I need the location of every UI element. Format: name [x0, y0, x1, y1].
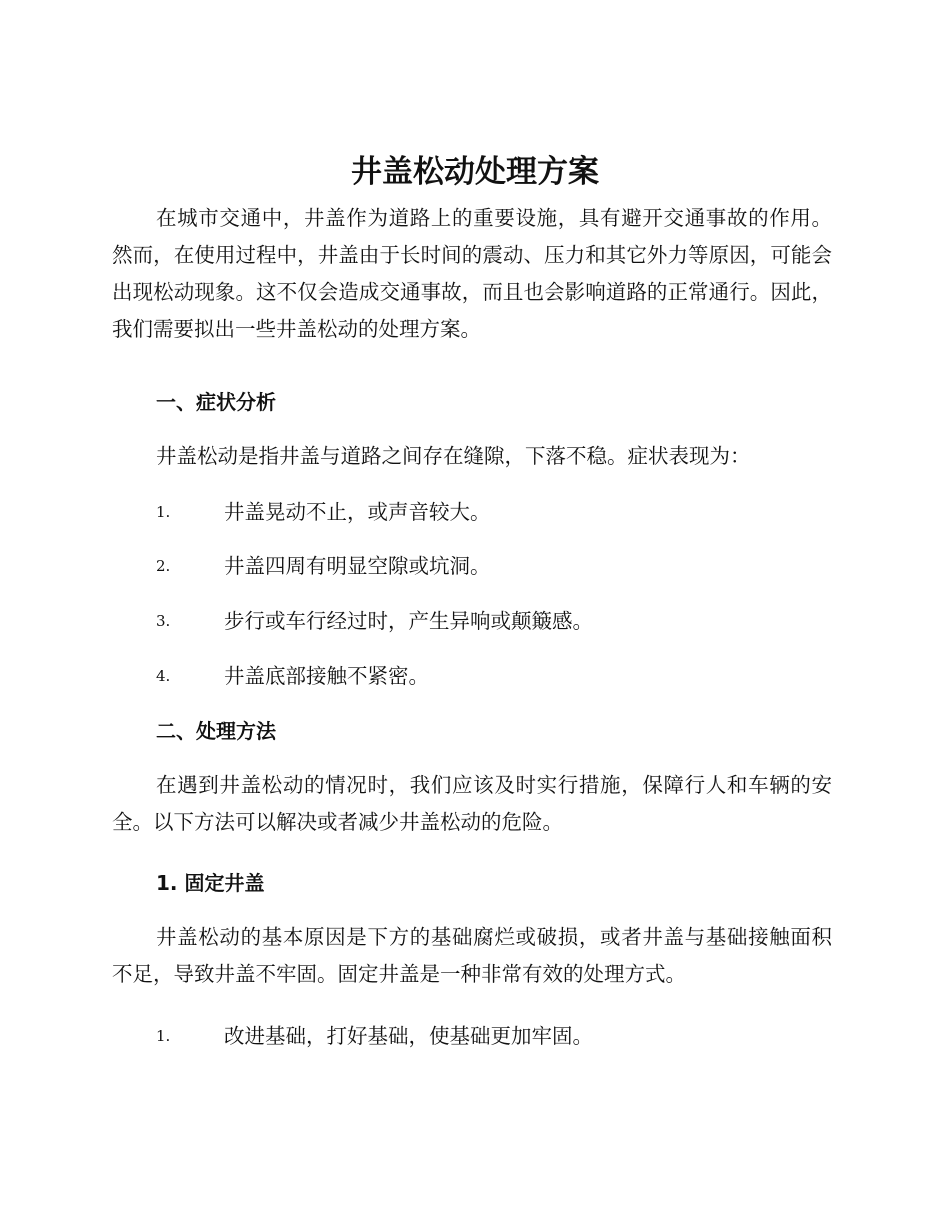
list-text: 步行或车行经过时，产生异响或颠簸感。 [224, 609, 593, 633]
list-number: 4. [156, 667, 171, 685]
list-text: 改进基础，打好基础，使基础更加牢固。 [224, 1024, 593, 1048]
symptoms-lead: 井盖松动是指井盖与道路之间存在缝隙，下落不稳。症状表现为： [156, 444, 751, 468]
methods-lead-paragraph: 在遇到井盖松动的情况时，我们应该及时实行措施，保障行人和车辆的安全。以下方法可以解决或者减少井盖松动的危险。 [112, 773, 832, 834]
fix-cover-paragraph: 井盖松动的基本原因是下方的基础腐烂或破损，或者井盖与基础接触面积不足，导致井盖不牢固。固定井盖是一种非常有效的处理方式。 [112, 925, 832, 986]
list-text: 井盖四周有明显空隙或坑洞。 [224, 554, 491, 578]
list-number: 1. [156, 503, 171, 521]
subsection-heading-fix-cover: 1. 固定井盖 [156, 871, 265, 895]
list-number: 3. [156, 612, 171, 630]
list-number: 1. [156, 1027, 171, 1045]
intro-paragraph: 在城市交通中，井盖作为道路上的重要设施，具有避开交通事故的作用。然而，在使用过程中，井盖由于长时间的震动、压力和其它外力等原因，可能会出现松动现象。这不仅会造成交通事故，而且也会影响道路的正常通行。因此，我们需要拟出一些井盖松动的处理方案。 [112, 206, 832, 341]
list-number: 2. [156, 557, 171, 575]
list-item [156, 606, 836, 636]
section-heading-methods: 二、处理方法 [156, 719, 276, 743]
section-heading-symptoms: 一、症状分析 [156, 390, 276, 414]
list-item [156, 1021, 836, 1051]
list-text: 井盖晃动不止，或声音较大。 [224, 500, 491, 524]
list-item [156, 661, 836, 691]
list-item [156, 551, 836, 581]
document-title: 井盖松动处理方案 [351, 154, 599, 190]
list-text: 井盖底部接触不紧密。 [224, 664, 429, 688]
list-item [156, 497, 836, 527]
